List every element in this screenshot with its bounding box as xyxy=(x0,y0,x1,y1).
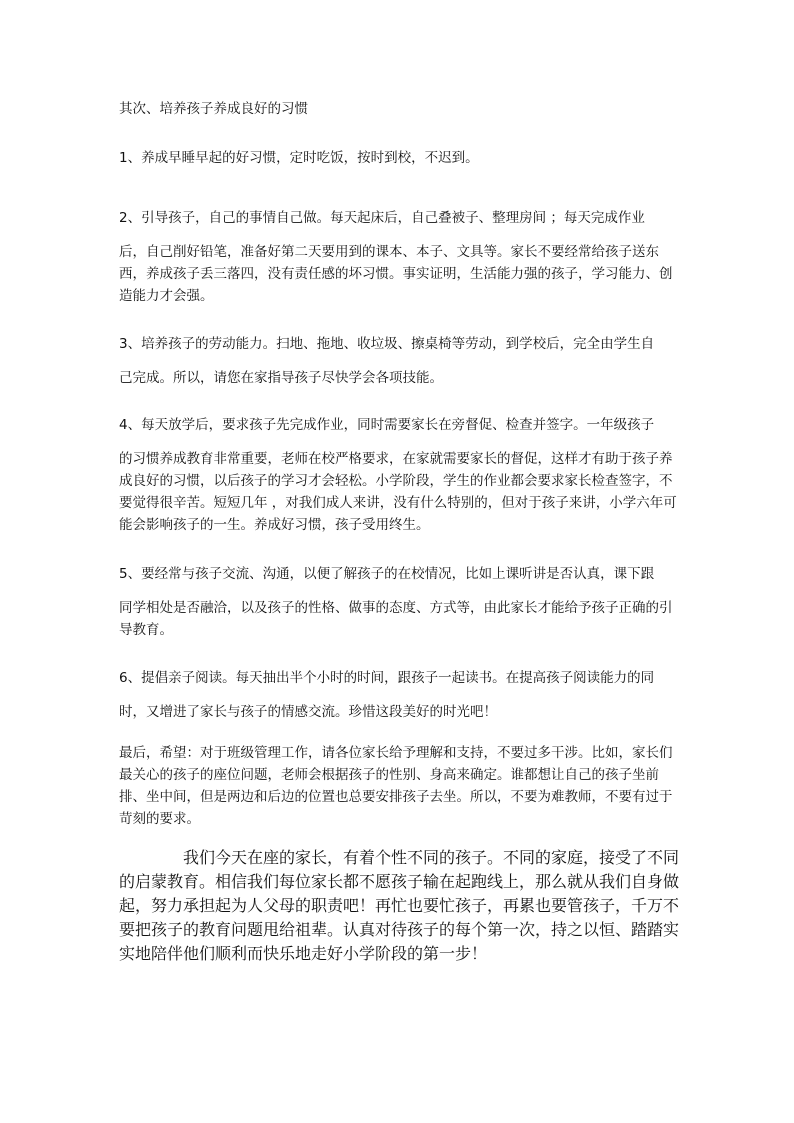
section-title: 其次、培养孩子养成良好的习惯 xyxy=(119,101,308,117)
list-item-2-continuation: 后，自己削好铅笔，准备好第二天要用到的课本、本子、文具等。家长不要经常给孩子送东西，养成孩子丢三落四，没有责任感的坏习惯。事实证明，生活能力强的孩子，学习能力、创造能力才会强。 xyxy=(119,244,673,304)
list-item-1-text: 1、养成早睡早起的好习惯，定时吃饭，按时到校，不迟到。 xyxy=(119,150,479,166)
list-item-2 xyxy=(119,207,679,307)
closing-paragraph: 我们今天在座的家长，有着个性不同的孩子。不同的家庭，接受了不同的启蒙教育。相信我们每位家长都不愿孩子输在起跑线上，那么就从我们自身做起，努力承担起为人父母的职责吧！再忙也要忙孩子，再累也要管孩子，千万不要把孩子的教育问题甩给祖辈。认真对待孩子的每个第一次，持之以恒、踏踏实实地陪伴他们顺利而快乐地走好小学阶段的第一步！ xyxy=(119,848,680,963)
list-item-1 xyxy=(119,147,679,169)
list-item-4-first-line: 4、每天放学后，要求孩子先完成作业，同时需要家长在旁督促、检查并签字。一年级孩子 xyxy=(119,417,655,433)
list-item-2-first-line: 2、引导孩子，自己的事情自己做。每天起床后，自己叠被子、整理房间 ；每天完成作业 xyxy=(119,210,645,226)
list-item-6 xyxy=(119,667,679,723)
list-item-6-continuation: 时，又增进了家长与孩子的情感交流。珍惜这段美好的时光吧！ xyxy=(119,704,497,720)
list-item-3-first-line: 3、培养孩子的劳动能力。扫地、拖地、收垃圾、擦桌椅等劳动，到学校后，完全由学生自 xyxy=(119,336,655,352)
list-item-5 xyxy=(119,563,679,641)
list-item-6-first-line: 6、提倡亲子阅读。每天抽出半个小时的时间，跟孩子一起读书。在提高孩子阅读能力的同 xyxy=(119,670,655,686)
list-item-4 xyxy=(119,414,679,536)
list-item-4-continuation: 的习惯养成教育非常重要，老师在校严格要求，在家就需要家长的督促，这样才有助于孩子养成良好的习惯，以后孩子的学习才会轻松。小学阶段，学生的作业都会要求家长检查签字，不要觉得很辛苦。短短几年 ，对我们成人来讲，没有什么特别的，但对于孩子来讲，小学六年可能会影响孩子的一生。养成好习惯，孩子受用终生。 xyxy=(119,451,677,533)
list-item-5-continuation: 同学相处是否融洽，以及孩子的性格、做事的态度、方式等，由此家长才能给予孩子正确的引导教育。 xyxy=(119,600,673,638)
list-item-5-first-line: 5、要经常与孩子交流、沟通，以便了解孩子的在校情况，比如上课听讲是否认真，课下跟 xyxy=(119,566,655,582)
list-item-3 xyxy=(119,333,679,389)
list-item-3-continuation: 己完成。所以，请您在家指导孩子尽快学会各项技能。 xyxy=(119,370,443,386)
final-hopes-paragraph: 最后，希望：对于班级管理工作，请各位家长给予理解和支持，不要过多干涉。比如，家长们最关心的孩子的座位问题，老师会根据孩子的性别、身高来确定。谁都想让自己的孩子坐前排、坐中间，但是两边和后边的位置也总要安排孩子去坐。所以，不要为难教师，不要有过于苛刻的要求。 xyxy=(119,745,673,827)
